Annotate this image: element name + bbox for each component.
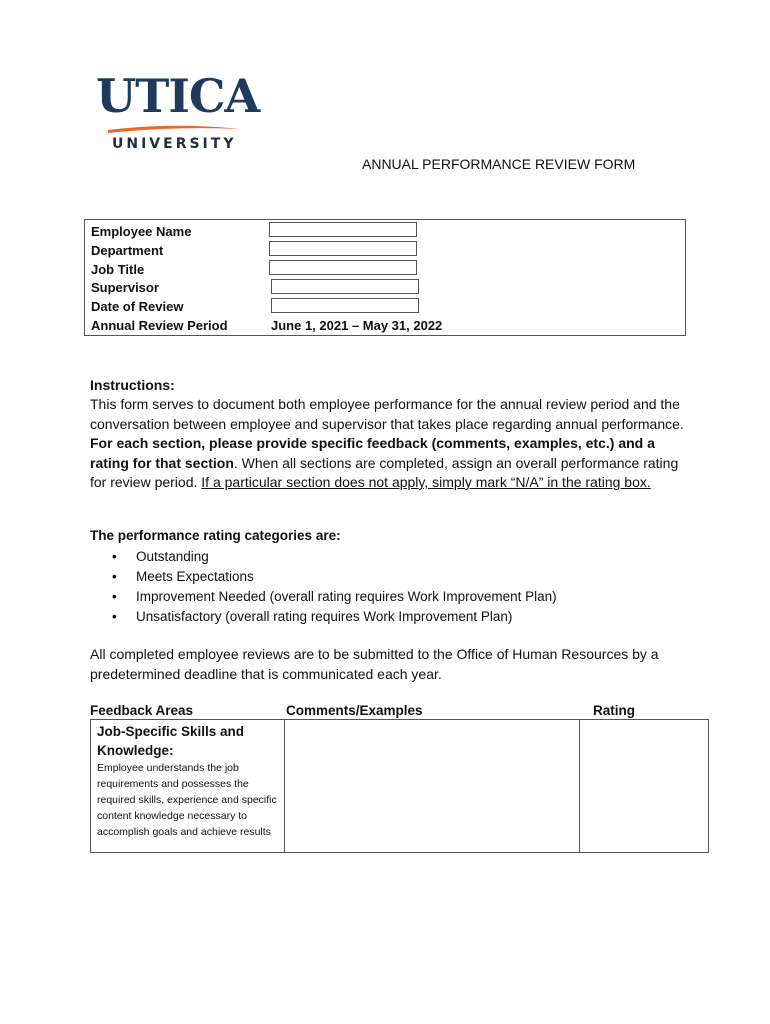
logo-wordmark: UTICA [96, 69, 260, 123]
logo-subtitle: UNIVERSITY [112, 136, 237, 152]
comments-cell[interactable] [285, 720, 580, 852]
instructions-text [90, 395, 690, 493]
instructions-bold-1: For each section, please provide specific feedback (comments, examples, etc.) and a rating for that section [90, 435, 655, 471]
list-item [112, 607, 557, 627]
supervisor-field[interactable] [271, 279, 419, 294]
bullet-icon: • [112, 609, 117, 624]
logo-swoosh-icon [106, 124, 242, 134]
employee-name-label: Employee Name [91, 224, 192, 239]
annual-review-period-value: June 1, 2021 – May 31, 2022 [271, 318, 443, 333]
rating-header: Rating [593, 703, 635, 718]
annual-review-period-label: Annual Review Period [91, 318, 228, 333]
submission-note: All completed employee reviews are to be submitted to the Office of Human Resources by a predetermined deadline that is communicated each year. [90, 646, 659, 682]
instructions-text-2: . When all sections are completed, assign an overall performance rating for review period. [90, 454, 679, 490]
list-item [112, 547, 557, 567]
instructions-heading: Instructions: [90, 377, 175, 393]
department-label: Department [91, 243, 164, 258]
instructions-text-1: This form serves to document both employee performance for the annual review period and the conversation between employee and supervisor that takes place regarding annual performance. [90, 396, 684, 432]
bullet-icon: • [112, 589, 117, 604]
comments-examples-header: Comments/Examples [286, 703, 423, 718]
date-of-review-field[interactable] [271, 298, 419, 313]
feedback-area-title: Job-Specific Skills and Knowledge: [97, 724, 245, 758]
utica-university-logo [96, 69, 260, 156]
job-title-label: Job Title [91, 262, 145, 277]
category-label: Unsatisfactory (overall rating requires Work Improvement Plan) [136, 609, 513, 624]
job-title-field[interactable] [269, 260, 417, 275]
date-of-review-label: Date of Review [91, 299, 184, 314]
supervisor-label: Supervisor [91, 280, 159, 295]
bullet-icon: • [112, 549, 117, 564]
form-title: ANNUAL PERFORMANCE REVIEW FORM [362, 156, 636, 172]
list-item [112, 587, 557, 607]
category-label: Improvement Needed (overall rating requires Work Improvement Plan) [136, 589, 557, 604]
employee-name-field[interactable] [269, 222, 417, 237]
table-row [90, 719, 709, 853]
employee-info-box [84, 219, 686, 336]
feedback-area-cell [91, 720, 285, 852]
rating-categories-heading: The performance rating categories are: [90, 528, 341, 543]
feedback-area-description: Employee understands the job requirements and possesses the required skills, experience and specific content knowledge necessary to accomplish goals and achieve results [97, 762, 277, 838]
category-label: Meets Expectations [136, 569, 254, 584]
list-item [112, 567, 557, 587]
feedback-areas-header: Feedback Areas [90, 703, 194, 718]
bullet-icon: • [112, 569, 117, 584]
department-field[interactable] [269, 241, 417, 256]
rating-categories-list [112, 547, 557, 627]
rating-cell[interactable] [580, 720, 708, 852]
instructions-underline-1: If a particular section does not apply, simply mark “N/A” in the rating box. [201, 474, 651, 490]
category-label: Outstanding [136, 549, 209, 564]
